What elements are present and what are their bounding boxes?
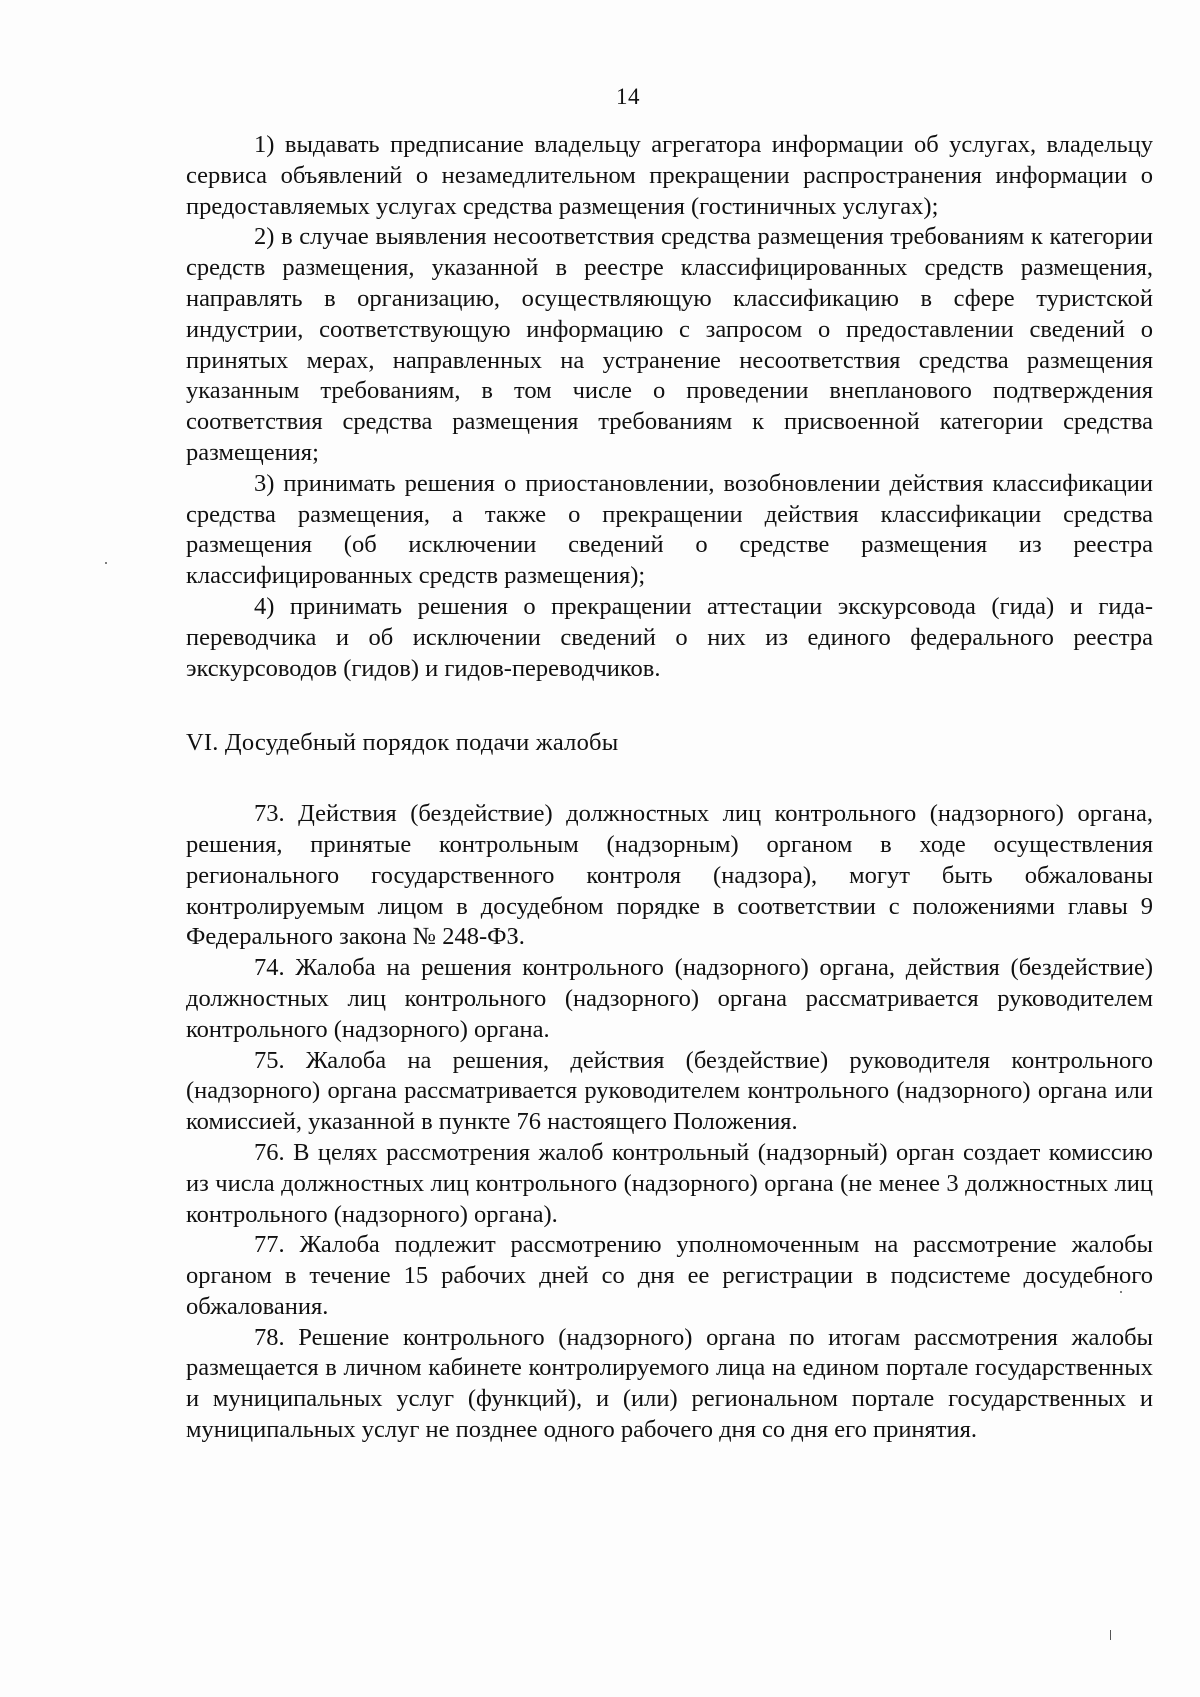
paragraph-item-3: 3) принимать решения о приостановлении, возобновлении действия классификации средства размещения, а также о прекращении действия классификации средства размещения (об исключении сведений о средстве размещения из реестра классифицированных средств размещения); [186,469,1153,590]
page-number: 14 [616,84,640,109]
scan-speck [1120,1291,1122,1293]
paragraph-item-4: 4) принимать решения о прекращении аттестации экскурсовода (гида) и гида-переводчика и об исключении сведений о них из единого федерального реестра экскурсоводов (гидов) и гидов-переводчиков. [186,592,1153,682]
document-body [186,130,1153,1446]
scan-speck [105,562,107,564]
paragraph-74: 74. Жалоба на решения контрольного (надзорного) органа, действия (бездействие) должностных лиц контрольного (надзорного) органа рассматривается руководителем контрольного (надзорного) органа. [186,954,1153,1043]
paragraph-73: 73. Действия (бездействие) должностных лиц контрольного (надзорного) органа, решения, принятые контрольным (надзорным) органом в ходе осуществления регионального государственного контроля (надзора), могут быть обжалованы контролируемым лицом в досудебном порядке в соответствии с положениями главы 9 Федерального закона № 248-ФЗ. [186,800,1153,951]
paragraph-item-1: 1) выдавать предписание владельцу агрегатора информации об услугах, владельцу сервиса объявлений о незамедлительном прекращении распространения информации о предоставляемых услугах средства размещения (гостиничных услугах); [186,131,1153,220]
paragraph-78: 78. Решение контрольного (надзорного) органа по итогам рассмотрения жалобы размещается в личном кабинете контролируемого лица на едином портале государственных и муниципальных услуг (функций), и (или) региональном портале государственных и муниципальных услуг не позднее одного рабочего дня со дня его принятия. [186,1323,1153,1444]
paragraph-77: 77. Жалоба подлежит рассмотрению уполномоченным на рассмотрение жалобы органом в течение 15 рабочих дней со дня ее регистрации в подсистеме досудебного обжалования. [186,1231,1153,1320]
paragraph-75: 75. Жалоба на решения, действия (бездействие) руководителя контрольного (надзорного) органа рассматривается руководителем контрольного (надзорного) органа или комиссией, указанной в пункте 76 настоящего Положения. [186,1046,1153,1136]
paragraph-76: 76. В целях рассмотрения жалоб контрольный (надзорный) орган создает комиссию из числа должностных лиц контрольного (надзорного) органа (не менее 3 должностных лиц контрольного (надзорного) органа). [186,1138,1153,1228]
scan-speck [1110,1630,1111,1640]
section-heading: VI. Досудебный порядок подачи жалобы [186,729,619,757]
paragraph-item-2: 2) в случае выявления несоответствия средства размещения требованиям к категории средств размещения, указанной в реестре классифицированных средств размещения, направлять в организацию, осуществляющую классификацию в сфере туристской индустрии, соответствующую информацию с запросом о предоставлении сведений о принятых мерах, направленных на устранение несоответствия средства размещения указанным требованиям, в том числе о проведении внепланового подтверждения соответствия средства размещения требованиям к присвоенной категории средства размещения; [186,223,1153,466]
